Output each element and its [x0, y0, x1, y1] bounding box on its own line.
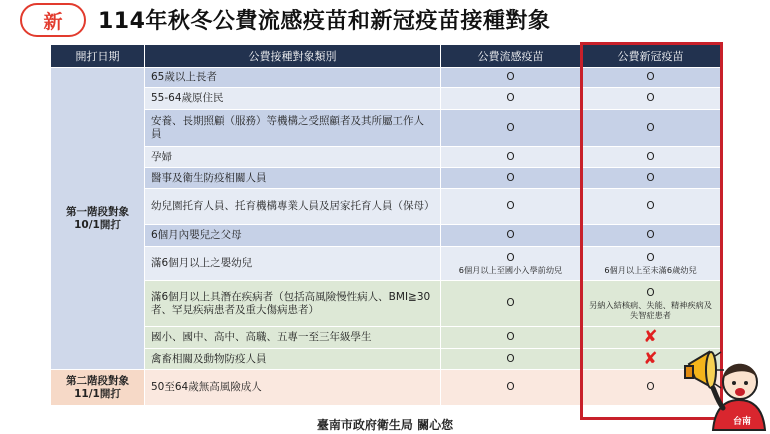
table-row — [51, 247, 721, 281]
table-row — [51, 327, 721, 349]
covid-mark: O — [581, 68, 721, 88]
footer-credit: 臺南市政府衛生局 關心您 — [316, 418, 454, 432]
covid-mark: O — [581, 147, 721, 168]
flu-mark: O — [506, 252, 515, 264]
row-category: 孕婦 — [145, 147, 441, 168]
stage1-date: 10/1開打 — [74, 218, 121, 231]
row-category: 滿6個月以上之嬰幼兒 — [145, 247, 441, 281]
covid-mark: O — [581, 88, 721, 110]
covid-mark: O — [581, 189, 721, 225]
covid-note: 6個月以上至未滿6歲幼兒 — [604, 265, 697, 275]
flu-mark: O — [441, 370, 581, 406]
header-covid-vaccine: 公費新冠疫苗 — [581, 45, 721, 68]
covid-cell — [581, 247, 721, 281]
cross-icon: ✘ — [643, 348, 658, 369]
stage2-label: 第二階段對象 — [66, 374, 129, 387]
table-row — [51, 88, 721, 110]
table-header-row — [51, 45, 721, 68]
row-category: 幼兒園托育人員、托育機構專業人員及居家托育人員（保母） — [145, 189, 441, 225]
row-category: 50至64歲無高風險成人 — [145, 370, 441, 406]
flu-mark: O — [441, 281, 581, 327]
flu-mark: O — [441, 349, 581, 370]
flu-mark: O — [441, 68, 581, 88]
table-row — [51, 370, 721, 406]
table-row — [51, 68, 721, 88]
flu-mark: O — [441, 147, 581, 168]
vaccine-eligibility-table — [50, 44, 721, 406]
covid-mark: O — [581, 225, 721, 247]
flu-mark: O — [441, 225, 581, 247]
flu-mark: O — [441, 110, 581, 147]
flu-mark: O — [441, 189, 581, 225]
row-category: 醫事及衛生防疫相關人員 — [145, 168, 441, 189]
mascot-caption: 台南 — [733, 417, 752, 427]
table-row — [51, 168, 721, 189]
flu-mark: O — [441, 88, 581, 110]
flu-cell — [441, 247, 581, 281]
covid-mark: O — [646, 252, 655, 264]
stage1-label: 第一階段對象 — [66, 205, 129, 218]
table-row — [51, 281, 721, 327]
cross-icon: ✘ — [643, 327, 658, 347]
new-badge: 新 — [20, 3, 86, 37]
page-title: 114年秋冬公費流感疫苗和新冠疫苗接種對象 — [98, 9, 551, 34]
row-category: 65歲以上長者 — [145, 68, 441, 88]
flu-note: 6個月以上至國小入學前幼兒 — [458, 265, 563, 275]
table-row — [51, 147, 721, 168]
row-category: 禽畜相關及動物防疫人員 — [145, 349, 441, 370]
table-row — [51, 189, 721, 225]
covid-mark: O — [581, 168, 721, 189]
row-category: 滿6個月以上具潛在疾病者（包括高風險慢性病人、BMI≧30者、罕見疾病患者及重大傷病患者） — [145, 281, 441, 327]
row-category: 安養、長期照顧（服務）等機構之受照顧者及其所屬工作人員 — [145, 110, 441, 147]
covid-mark: O — [581, 110, 721, 147]
covid-note: 另納入結核病、失能、精神疾病及失智症患者 — [589, 300, 712, 320]
stage2-cell — [51, 370, 145, 406]
flu-mark: O — [441, 327, 581, 349]
header-date: 開打日期 — [51, 45, 145, 68]
table-row — [51, 110, 721, 147]
row-category: 國小、國中、高中、高職、五專一至三年級學生 — [145, 327, 441, 349]
megaphone-mascot-icon — [683, 342, 769, 432]
covid-mark: O — [646, 287, 655, 299]
stage2-date: 11/1開打 — [74, 387, 121, 400]
row-category: 55-64歲原住民 — [145, 88, 441, 110]
flu-mark: O — [441, 168, 581, 189]
header-flu-vaccine: 公費流感疫苗 — [441, 45, 581, 68]
stage1-cell — [51, 68, 145, 370]
table-row — [51, 349, 721, 370]
header-category: 公費接種對象類別 — [145, 45, 441, 68]
covid-mark: O — [581, 370, 721, 406]
megaphone-icon — [685, 352, 724, 388]
row-category: 6個月內嬰兒之父母 — [145, 225, 441, 247]
covid-cell — [581, 281, 721, 327]
table-row — [51, 225, 721, 247]
